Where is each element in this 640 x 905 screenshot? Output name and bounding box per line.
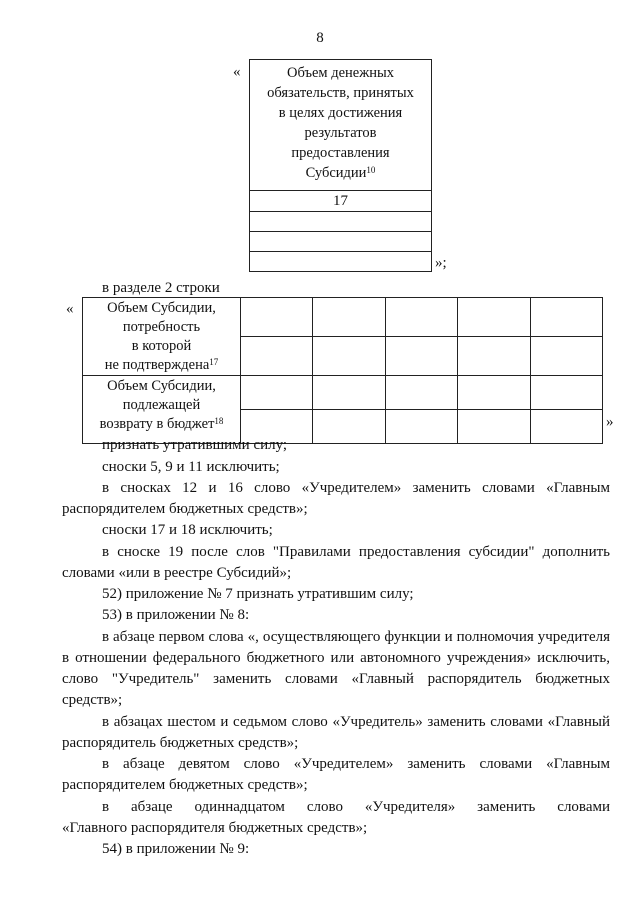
- empty-cell: [530, 298, 602, 337]
- footnote-ref: 10: [366, 165, 376, 175]
- empty-cell: [530, 376, 602, 410]
- body-line: в абзацах шестом и седьмом слово «Учредитель» заменить словами «Главный: [102, 714, 610, 730]
- label-line-text: не подтверждена: [104, 357, 210, 373]
- label-line: в которой: [131, 338, 192, 354]
- empty-cell: [313, 337, 385, 376]
- body-line: 54) в приложении № 9:: [102, 841, 250, 857]
- empty-cell: [530, 410, 602, 444]
- empty-cell: [458, 337, 530, 376]
- footnote-ref: 17: [209, 357, 219, 367]
- empty-cell: [530, 337, 602, 376]
- body-line: признать утратившими силу;: [102, 437, 288, 453]
- empty-cell: [250, 212, 432, 232]
- label-line: [83, 415, 240, 434]
- empty-cell: [241, 298, 313, 337]
- header-line: предоставления: [291, 145, 390, 161]
- column-number-cell: 17: [250, 191, 432, 212]
- body-line: в сносках 12 и 16 слово «Учредителем» заменить словами «Главным: [102, 480, 610, 496]
- body-line: распорядителем бюджетных средств»;: [62, 777, 308, 793]
- header-line: Объем денежных: [286, 65, 394, 81]
- body-line: сноски 17 и 18 исключить;: [102, 522, 273, 538]
- body-line: средств»;: [62, 692, 123, 708]
- body-line: распорядитель бюджетных средств»;: [62, 735, 299, 751]
- obligations-header-cell: [250, 60, 432, 191]
- opening-quote: «: [66, 301, 74, 317]
- empty-cell: [250, 252, 432, 272]
- empty-cell: [241, 376, 313, 410]
- empty-cell: [385, 376, 457, 410]
- label-line-text: возврату в бюджет: [99, 416, 215, 432]
- empty-cell: [313, 298, 385, 337]
- empty-cell: [458, 410, 530, 444]
- closing-quote: »: [606, 414, 614, 430]
- footnote-ref: 18: [214, 416, 224, 426]
- body-line: 53) в приложении № 8:: [102, 607, 250, 623]
- empty-cell: [313, 410, 385, 444]
- subsidy-table: [82, 297, 603, 444]
- empty-cell: [458, 376, 530, 410]
- body-line: распорядителем бюджетных средств»;: [62, 501, 308, 517]
- empty-cell: [385, 298, 457, 337]
- body-line: в абзаце первом слова «, осуществляющего функции и полномочия учредителя: [102, 629, 610, 645]
- empty-cell: [241, 337, 313, 376]
- header-line: результатов: [304, 125, 377, 141]
- body-line: сноски 5, 9 и 11 исключить;: [102, 459, 280, 475]
- page-number: 8: [316, 30, 324, 46]
- label-line: Объем Субсидии,: [107, 378, 216, 394]
- empty-cell: [385, 337, 457, 376]
- body-line: словами «или в реестре Субсидий»;: [62, 565, 292, 581]
- body-line: в сноске 19 после слов "Правилами предоставления субсидии" дополнить: [102, 544, 610, 560]
- body-line: слово "Учредитель" заменить словами «Главный распорядитель бюджетных: [62, 671, 610, 687]
- label-line: Объем Субсидии,: [107, 300, 216, 316]
- label-line: [83, 356, 240, 375]
- row-label-cell: [83, 298, 241, 376]
- header-line: [250, 163, 431, 183]
- obligations-table: [249, 59, 432, 272]
- empty-cell: [458, 298, 530, 337]
- header-line-text: Субсидии: [305, 165, 367, 181]
- label-line: подлежащей: [122, 397, 201, 413]
- opening-quote: «: [233, 64, 241, 80]
- closing-quote: »;: [435, 255, 447, 271]
- body-line: в абзаце одиннадцатом слово «Учредителя» заменить словами: [102, 799, 610, 815]
- body-line: 52) приложение № 7 признать утратившим силу;: [102, 586, 414, 602]
- body-line: в абзаце девятом слово «Учредителем» заменить словами «Главным: [102, 756, 610, 772]
- empty-cell: [385, 410, 457, 444]
- body-line: в отношении федерального бюджетного или автономного учреждения» исключить,: [62, 650, 610, 666]
- header-line: обязательств, принятых: [267, 85, 414, 101]
- header-line: в целях достижения: [278, 105, 403, 121]
- body-line: «Главного распорядителя бюджетных средств»;: [62, 820, 368, 836]
- section-intro: в разделе 2 строки: [102, 280, 220, 296]
- empty-cell: [313, 376, 385, 410]
- empty-cell: [250, 232, 432, 252]
- row-label-cell: [83, 376, 241, 444]
- label-line: потребность: [122, 319, 201, 335]
